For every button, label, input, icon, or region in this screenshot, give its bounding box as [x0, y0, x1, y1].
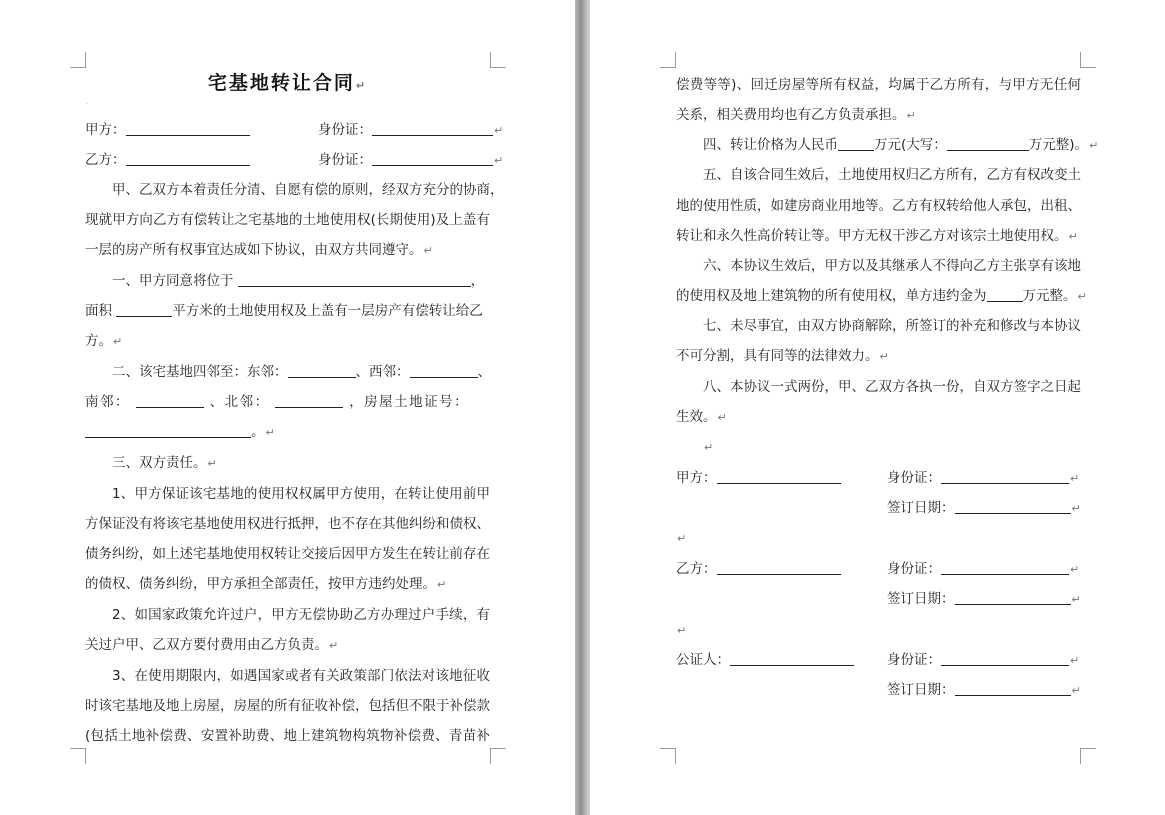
signature-party-a-id-blank: [941, 469, 1069, 484]
land-cert-blank: [85, 423, 251, 438]
price-number-blank: [838, 136, 874, 151]
west-neighbor-blank: [410, 363, 478, 378]
party-a-line: 甲方：: [85, 120, 250, 140]
party-b-blank: [126, 151, 250, 166]
crop-mark: [1080, 748, 1096, 764]
crop-mark: [490, 748, 506, 764]
text-line: 关过户甲、乙双方要付费用由乙方负责。↵: [85, 637, 339, 653]
signature-party-b-date: 签订日期： ↵: [887, 591, 1081, 607]
text-line: 一层的房产所有权事宜达成如下协议，由双方共同遵守。↵: [85, 242, 433, 258]
signature-party-b-id-blank: [941, 560, 1069, 575]
empty-paragraph: ↵: [704, 441, 714, 454]
signature-notary-date-blank: [955, 681, 1071, 696]
signature-party-a: 甲方：: [676, 468, 841, 488]
party-b-id-line: 身份证： ↵: [318, 152, 504, 168]
text-line: (包括土地补偿费、安置补助费、地上建筑物构筑物补偿费、青苗补: [85, 728, 490, 744]
text-line: 五、自该合同生效后，土地使用权归乙方所有，乙方有权改变土: [703, 167, 1081, 183]
text-line: 债务纠纷，如上述宅基地使用权转让交接后因甲方发生在转让前存在: [85, 546, 490, 562]
signature-party-a-blank: [717, 469, 841, 484]
document-title: 宅基地转让合同↵: [207, 72, 368, 94]
signature-notary-date: 签订日期： ↵: [887, 682, 1081, 698]
land-cert-line: 。↵: [85, 422, 275, 443]
crop-mark: [490, 52, 506, 68]
text-line: 生效。↵: [676, 409, 727, 425]
text-line: 的债权、债务纠纷，甲方承担全部责任，按甲方违约处理。↵: [85, 576, 447, 592]
crop-mark: [660, 748, 676, 764]
text-line: 转让和永久性高价转让等。甲方无权干涉乙方对该宗土地使用权。↵: [676, 228, 1078, 244]
crop-mark: [660, 52, 676, 68]
crop-mark: [70, 748, 86, 764]
east-neighbor-blank: [288, 363, 356, 378]
party-b-id-blank: [372, 151, 493, 166]
north-neighbor-blank: [275, 393, 343, 408]
party-a-blank: [126, 121, 250, 136]
signature-party-a-date: 签订日期： ↵: [887, 500, 1081, 516]
location-clause: 一、甲方同意将位于 ，: [112, 273, 485, 289]
document-page-left: [0, 0, 575, 815]
document-page-right: [590, 0, 1165, 815]
price-clause: 四、转让价格为人民币 万元(大写： 万元整)。↵: [703, 137, 1099, 153]
text-line: 不可分割，具有同等的法律效力。↵: [676, 348, 889, 364]
text-line: 方保证没有将该宅基地使用权进行抵押，也不存在其他纠纷和债权、: [85, 516, 490, 532]
text-line: 七、未尽事宜，由双方协商解除，所签订的补充和修改与本协议: [703, 318, 1081, 334]
party-a-id-blank: [372, 121, 493, 136]
signature-notary-id: 身份证： ↵: [887, 652, 1080, 668]
page-gutter: [575, 0, 590, 815]
signature-party-b-date-blank: [955, 590, 1071, 605]
text-line: 偿费等等)、回迁房屋等所有权益，均属于乙方所有，与甲方无任何: [676, 77, 1081, 93]
signature-notary-id-blank: [941, 651, 1069, 666]
signature-party-a-date-blank: [955, 499, 1071, 514]
text-line: 现就甲方向乙方有偿转让之宅基地的土地使用权(长期使用)及上盖有: [85, 212, 490, 228]
signature-party-b-id: 身份证： ↵: [887, 561, 1080, 577]
text-line: 地的使用性质，如建房商业用地等。乙方有权转给他人承包，出租、: [676, 198, 1081, 214]
text-line: 1、甲方保证该宅基地的使用权权属甲方使用，在转让使用前甲: [112, 486, 490, 502]
text-line: 甲、乙双方本着责任分清、自愿有偿的原则，经双方充分的协商，: [112, 182, 504, 198]
crop-mark: [70, 52, 86, 68]
empty-paragraph: ↵: [677, 624, 687, 637]
paragraph-anchor-dot: ·: [86, 101, 88, 108]
penalty-clause: 的使用权及地上建筑物的所有使用权，单方违约金为 万元整。↵: [676, 288, 1087, 304]
text-line: 六、本协议生效后，甲方以及其继承人不得向乙方主张享有该地: [703, 258, 1081, 274]
text-line: 方。↵: [85, 333, 123, 349]
text-line: 关系，相关费用均也有乙方负责承担。↵: [676, 107, 916, 123]
neighbors-clause: 二、该宅基地四邻至：东邻： 、西邻： 、: [112, 364, 491, 380]
signature-notary: 公证人：: [676, 650, 854, 670]
text-line: 八、本协议一式两份，甲、乙双方各执一份，自双方签字之日起: [703, 379, 1081, 395]
area-clause: 面积 平方米的土地使用权及上盖有一层房产有偿转让给乙: [85, 303, 483, 319]
party-b-line: 乙方：: [85, 150, 250, 170]
text-line: 时该宅基地及地上房屋，房屋的所有征收补偿，包括但不限于补偿款: [85, 698, 490, 714]
area-blank: [116, 302, 172, 317]
party-a-id-line: 身份证： ↵: [318, 122, 504, 138]
text-line: 2、如国家政策允许过户，甲方无偿协助乙方办理过户手续，有: [112, 607, 490, 623]
location-blank: [238, 272, 471, 287]
penalty-blank: [987, 287, 1023, 302]
signature-party-b-blank: [717, 560, 841, 575]
neighbors-clause-2: 南邻： 、北邻： ，房屋土地证号：: [85, 394, 470, 410]
price-words-blank: [947, 136, 1029, 151]
text-line: 3、在使用期限内，如遇国家或者有关政策部门依法对该地征收: [112, 668, 490, 684]
section-heading: 三、双方责任。↵: [112, 455, 217, 471]
south-neighbor-blank: [136, 393, 204, 408]
signature-party-b: 乙方：: [676, 559, 841, 579]
empty-paragraph: ↵: [677, 532, 687, 545]
signature-party-a-id: 身份证： ↵: [887, 470, 1080, 486]
signature-notary-blank: [730, 651, 854, 666]
crop-mark: [1080, 52, 1096, 68]
